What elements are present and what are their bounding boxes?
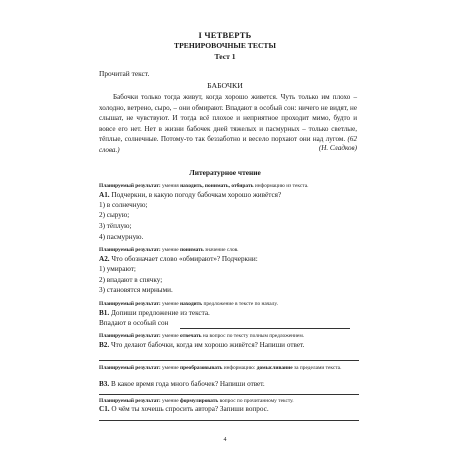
answer-line[interactable]	[180, 328, 350, 329]
answer-option[interactable]: 4) пасмурную.	[99, 233, 144, 241]
planned-result: Планируемый результат: умение отвечать на вопрос по тексту полным предложением.	[99, 333, 305, 339]
answer-option[interactable]: 3) становятся мирными.	[99, 286, 173, 294]
answer-option[interactable]: 1) умирают;	[99, 265, 136, 273]
planned-result: Планируемый результат: умения находить, понимать, отбирать информацию из текста.	[99, 183, 309, 189]
answer-line[interactable]	[99, 420, 359, 421]
answer-line[interactable]	[99, 360, 359, 361]
instruction: Прочитай текст.	[99, 69, 150, 78]
quarter-heading: I ЧЕТВЕРТЬ	[198, 30, 252, 40]
question-b2: В2. Что делают бабочки, когда им хорошо живётся? Напиши ответ.	[99, 341, 305, 349]
question-a2: А2. Что обозначает слово «обмирают»? Подчеркни:	[99, 255, 258, 263]
story-body: Бабочки только тогда живут, когда хорошо живется. Чуть только им плохо – холодно, ветрено, сыро, – они обмирают. Впадают в особый сон: ничего не видят, не слышат, не чувствуют. И тогда всё плохое и неприятное проходит мимо, будто и вовсе его нет. Нет в жизни бабочек дней тяжелых и пасмурных – только светлые, тёплые, солнечные. Потому-то так беззаботно и весело порхают они над лугом.	[99, 93, 357, 143]
page-number: 4	[223, 437, 227, 443]
answer-option[interactable]: 2) сырую;	[99, 211, 130, 219]
answer-option[interactable]: 2) впадают в спячку;	[99, 276, 163, 284]
question-c1: С1. О чём ты хочешь спросить автора? Запиши вопрос.	[99, 405, 269, 413]
planned-result: Планируемый результат: умение преобразовывать информацию: домысливание за пределами текста.	[99, 365, 342, 371]
story-author: (Н. Сладков)	[318, 144, 357, 152]
answer-option[interactable]: 3) тёплую;	[99, 222, 132, 230]
word-count: (62 слова.)	[99, 135, 357, 154]
fill-in-prompt: Впадают в особый сон	[99, 319, 169, 327]
subject-title: Литературное чтение	[189, 168, 261, 177]
section-heading: ТРЕНИРОВОЧНЫЕ ТЕСТЫ	[174, 41, 276, 50]
planned-result: Планируемый результат: умение формулировать вопрос по прочитанному тексту.	[99, 398, 294, 404]
test-heading: Тест 1	[214, 52, 236, 61]
answer-line[interactable]	[99, 394, 359, 395]
question-b1: В1. Допиши предложение из текста.	[99, 309, 210, 317]
question-a1: А1. Подчеркни, в какую погоду бабочкам хорошо живётся?	[99, 191, 282, 199]
answer-option[interactable]: 1) в солнечную;	[99, 201, 148, 209]
question-b3: В3. В какое время года много бабочек? Напиши ответ.	[99, 380, 265, 388]
story-title: БАБОЧКИ	[207, 81, 243, 90]
planned-result: Планируемый результат: умение понимать значение слов.	[99, 247, 239, 253]
planned-result: Планируемый результат: умение находить предложение в тексте по началу.	[99, 301, 278, 307]
